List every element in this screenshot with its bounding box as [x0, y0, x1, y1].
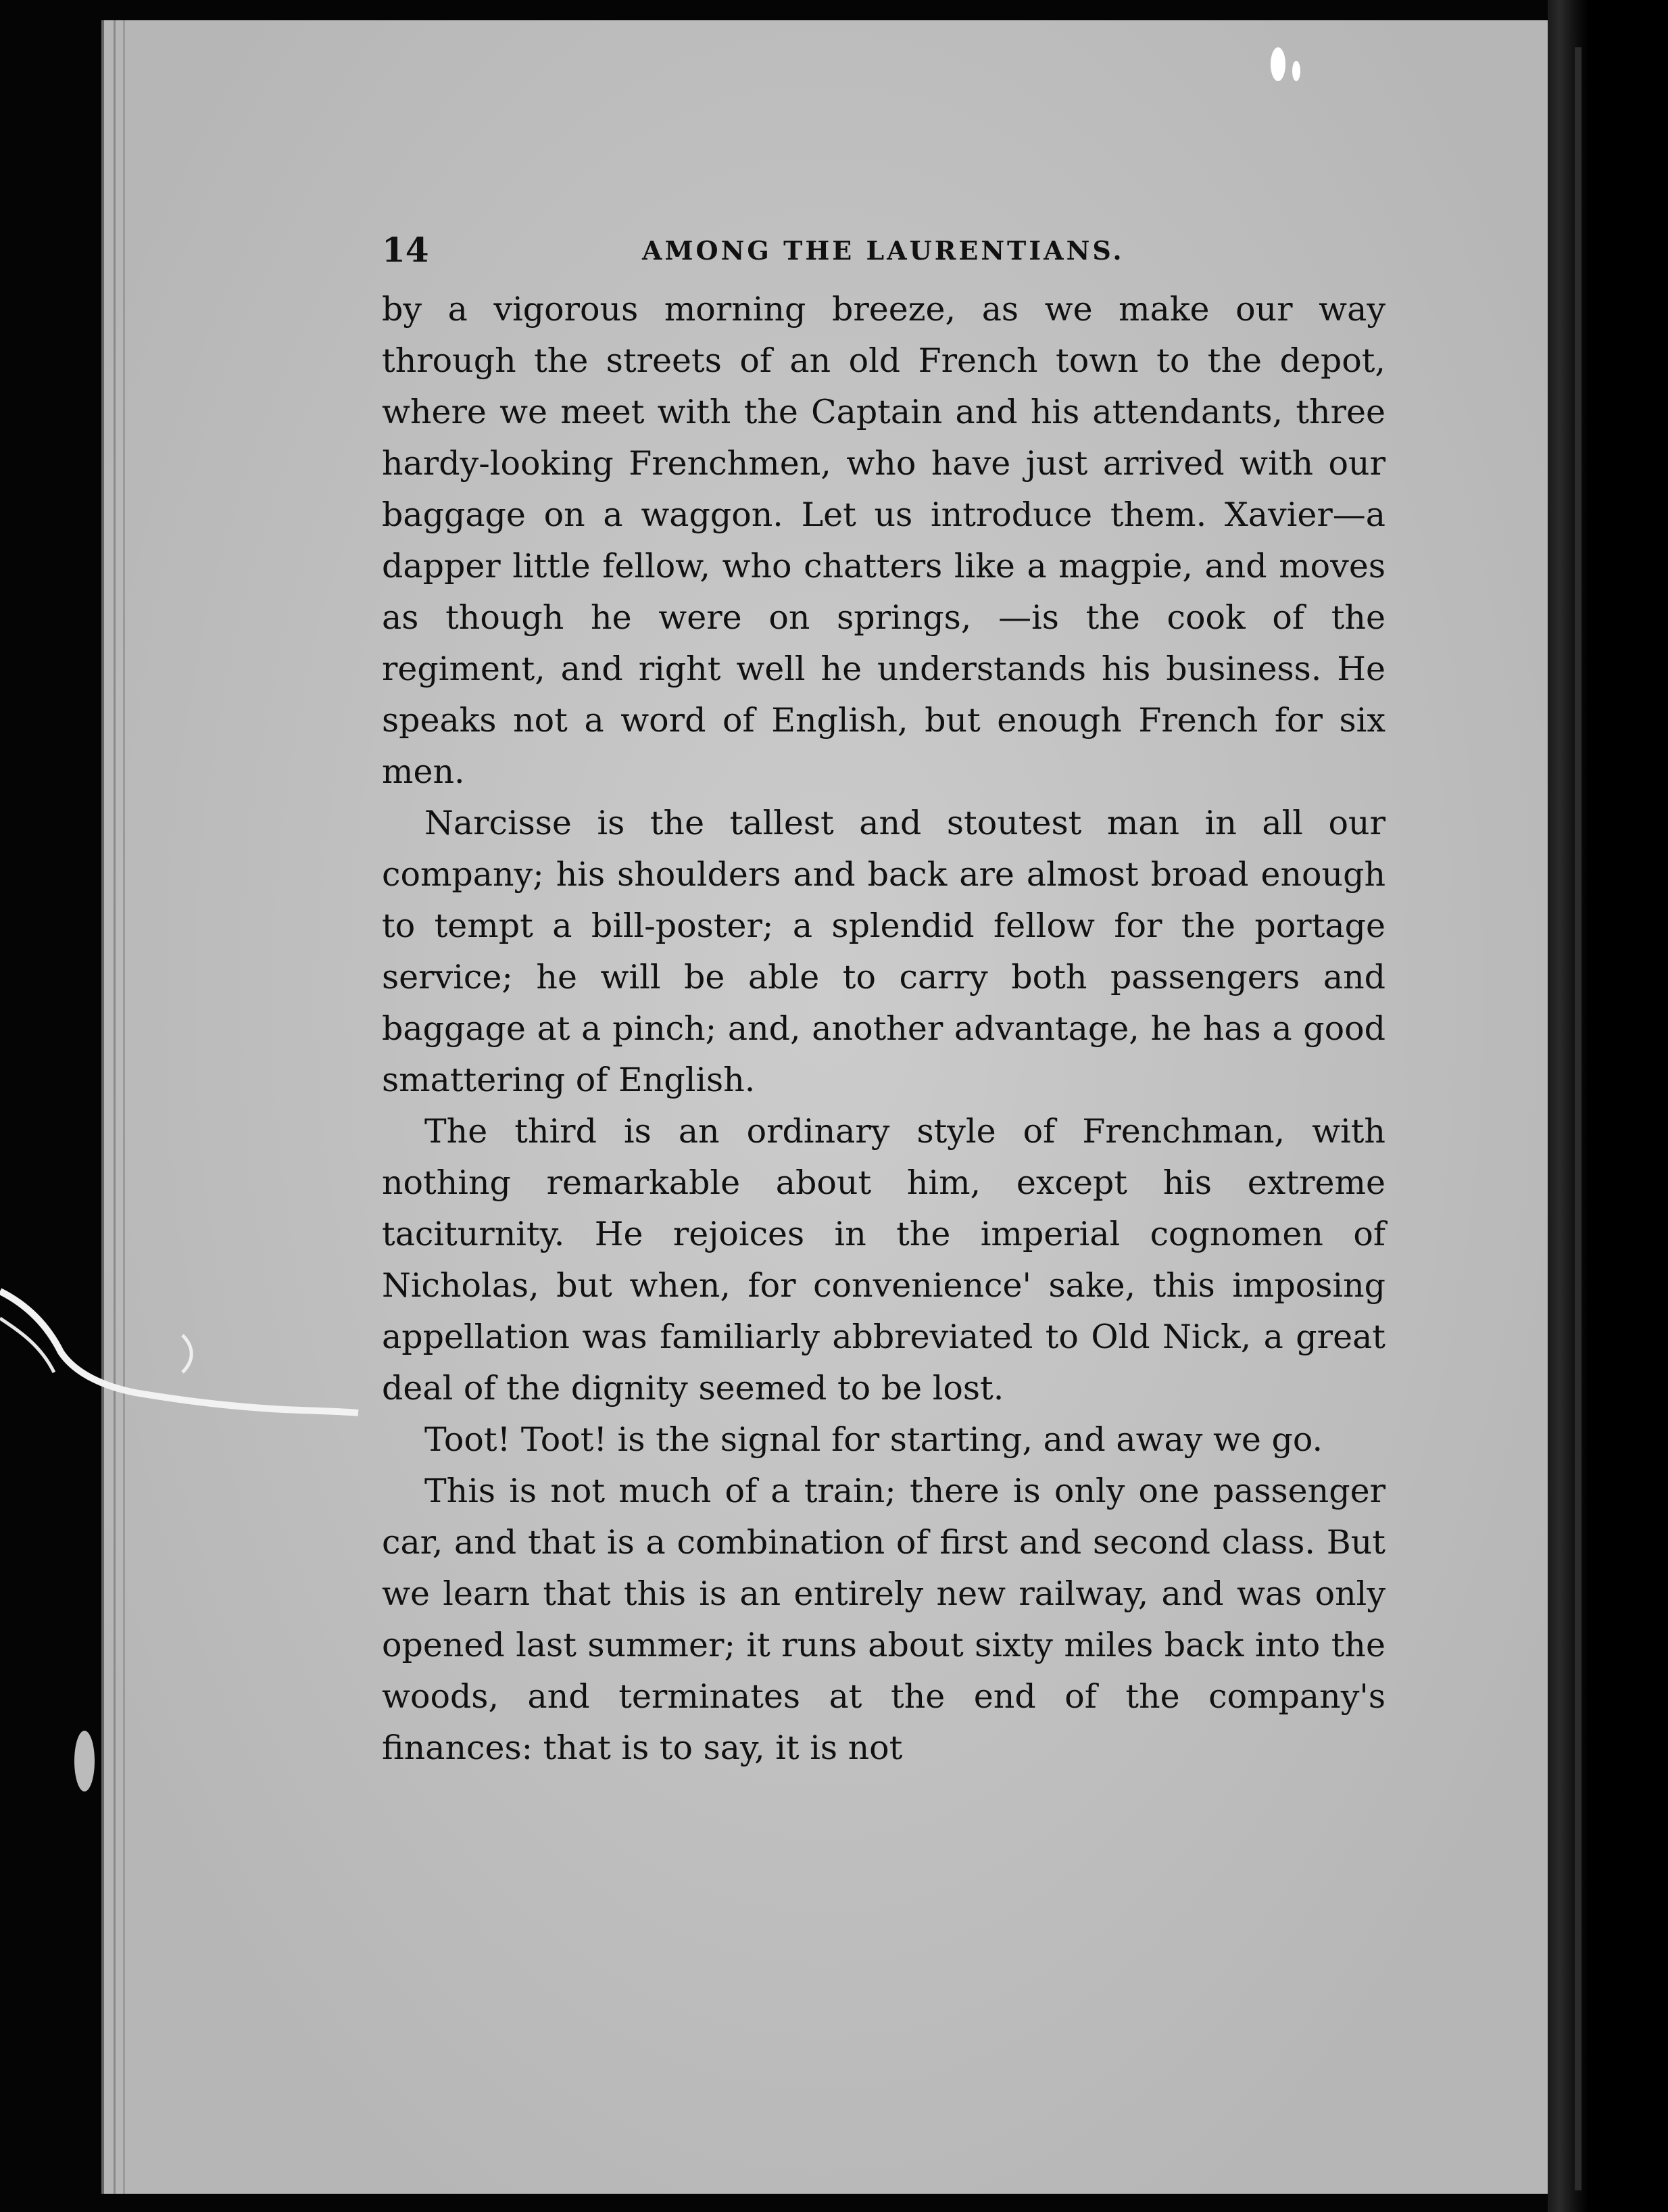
- page-number: 14: [382, 230, 429, 270]
- scan-speck: [1292, 61, 1300, 81]
- paragraph: This is not much of a train; there is only one passenger car, and that is a combination of first and second class. But we learn that this is an entirely new railway, and was only opened last summer; it runs about sixty miles back into the woods, and terminates at the end of the company's finances: that is to say, it is not: [382, 1472, 1385, 1767]
- binding-edge-line: [123, 20, 125, 2194]
- paragraph: by a vigorous morning breeze, as we make our way through the streets of an old French town to the depot, where we meet with the Captain and his attendants, three hardy-looking Frenchmen, who have just arrived with our baggage on a waggon. Let us introduce them. Xavier—a dapper little fellow, who chatters like a magpie, and moves as though he were on springs, —is the cook of the regiment, and right well he understands his business. He speaks not a word of English, but enough French for six men.: [382, 290, 1385, 791]
- binding-edge-line: [101, 20, 104, 2194]
- paragraph: Narcisse is the tallest and stoutest man in all our company; his shoulders and back are almost broad enough to tempt a bill-poster; a splendid fellow for the portage service; he will be able to carry both passengers and baggage at a pinch; and, another advantage, he has a good smattering of English.: [382, 804, 1385, 1099]
- page-content: [382, 230, 1385, 1774]
- paper-tear-mark: [0, 1271, 365, 1433]
- body-text: [382, 284, 1385, 1774]
- right-edge-shadow: [1548, 0, 1668, 2212]
- scan-speck: [74, 1731, 95, 1792]
- paragraph: The third is an ordinary style of Frenchman, with nothing remarkable about him, except his extreme taciturnity. He rejoices in the imperial cognomen of Nicholas, but when, for convenience' sake, this imposing appellation was familiarly abbreviated to Old Nick, a great deal of the dignity seemed to be lost.: [382, 1112, 1385, 1408]
- right-page-edge: [1575, 47, 1581, 2190]
- binding-edge-line: [114, 20, 116, 2194]
- paragraph: Toot! Toot! is the signal for starting, and away we go.: [424, 1420, 1323, 1459]
- scan-speck: [1271, 47, 1285, 81]
- running-head-title: AMONG THE LAURENTIANS.: [642, 235, 1125, 266]
- running-head: [382, 230, 1385, 284]
